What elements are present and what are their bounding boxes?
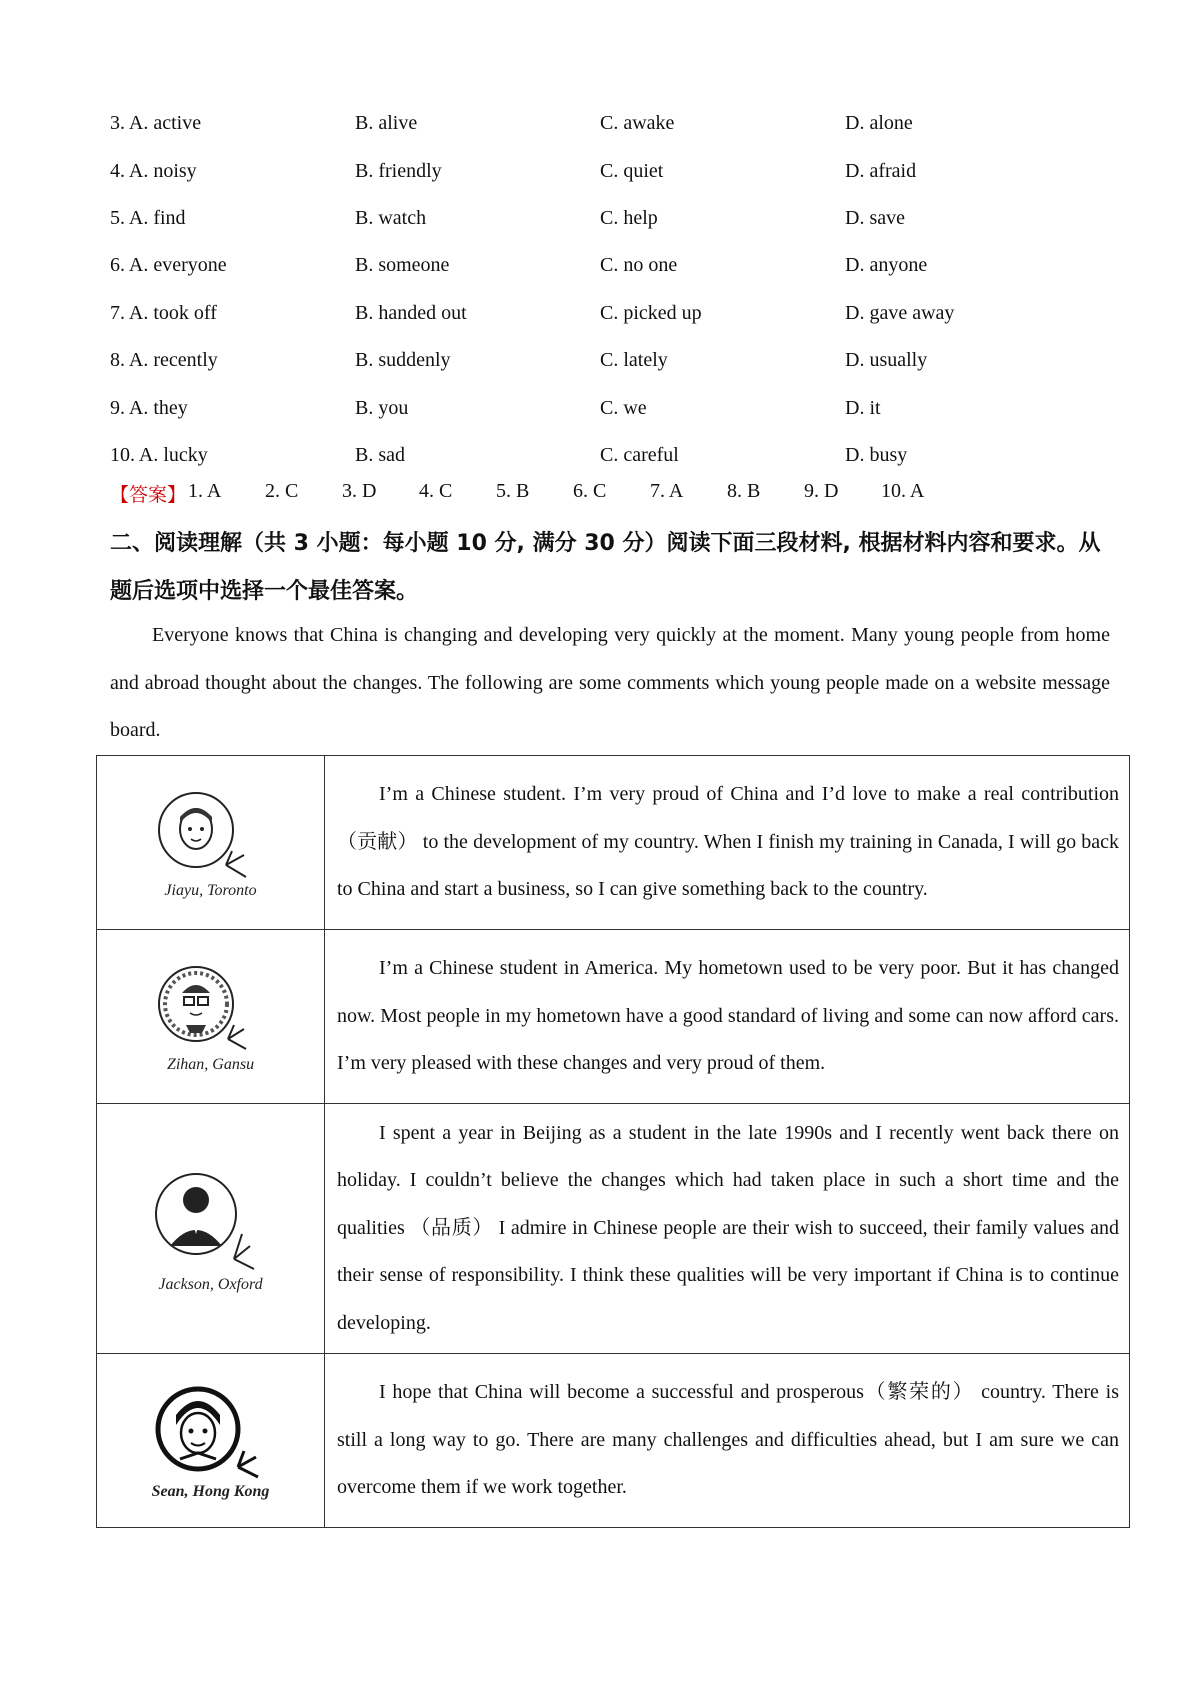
answer-item: 6. C bbox=[573, 480, 607, 502]
option-d: D. save bbox=[845, 206, 905, 229]
avatar-boy-glasses-icon bbox=[146, 959, 276, 1054]
option-c: C. no one bbox=[600, 254, 678, 277]
option-b: B. sad bbox=[355, 443, 405, 466]
option-c: C. careful bbox=[600, 443, 679, 466]
avatar bbox=[111, 1164, 311, 1294]
comment-text: I hope that China will become a successful and prosperous（繁荣的） country. There is still a long way to go. There are many challenges and difficulties ahead, but I am sure we can overcome them if we work together. bbox=[325, 1354, 1130, 1528]
comment-text: I’m a Chinese student in America. My hometown used to be very poor. But it has changed now. Most people in my hometown have a good standard of living and some can now afford cars. I’m very pleased with these changes and very proud of them. bbox=[325, 930, 1130, 1104]
comment-avatar-cell bbox=[97, 930, 325, 1104]
option-row bbox=[110, 242, 1110, 289]
option-b: B. watch bbox=[355, 206, 427, 229]
option-c: C. help bbox=[600, 206, 658, 229]
option-row bbox=[110, 100, 1110, 147]
option-d: D. gave away bbox=[845, 301, 955, 324]
option-a: 7. A. took off bbox=[110, 301, 217, 324]
avatar-caption: Zihan, Gansu bbox=[166, 1056, 255, 1073]
option-a: 3. A. active bbox=[110, 112, 202, 135]
comment-row bbox=[97, 1104, 1130, 1354]
comment-text: I spent a year in Beijing as a student in the late 1990s and I recently went back there on holiday. I couldn’t believe the changes which had taken place in such a short time and the qualities （品质） I admire in Chinese people are their wish to succeed, their family values and their sense of responsibility. I think these qualities will be very important if China is to continue developing. bbox=[325, 1104, 1130, 1354]
section-heading: 二、阅读理解（共 3 小题：每小题 10 分, 满分 30 分）阅读下面三段材料, 根据材料内容和要求。从题后选项中选择一个最佳答案。 bbox=[110, 531, 1101, 604]
answer-item: 4. C bbox=[419, 480, 453, 502]
answer-item: 8. B bbox=[727, 480, 761, 502]
option-c: C. we bbox=[600, 396, 647, 419]
answer-item: 1. A bbox=[188, 480, 222, 502]
answer-item: 2. C bbox=[265, 480, 299, 502]
option-b: B. suddenly bbox=[355, 349, 451, 372]
option-b: B. alive bbox=[355, 112, 418, 135]
option-row bbox=[110, 290, 1110, 337]
avatar-caption: Jackson, Oxford bbox=[158, 1275, 263, 1293]
option-c: C. awake bbox=[600, 112, 675, 135]
answer-item: 3. D bbox=[342, 480, 377, 502]
answer-item: 10. A bbox=[881, 480, 925, 502]
comment-avatar-cell bbox=[97, 756, 325, 930]
option-row bbox=[110, 432, 1110, 479]
option-d: D. anyone bbox=[845, 254, 928, 277]
option-a: 9. A. they bbox=[110, 396, 188, 419]
answer-item: 9. D bbox=[804, 480, 839, 502]
answer-label: 【答案】 bbox=[110, 484, 187, 506]
avatar-caption: Jiayu, Toronto bbox=[164, 882, 257, 899]
option-b: B. you bbox=[355, 396, 409, 419]
answer-item: 7. A bbox=[650, 480, 684, 502]
option-d: D. usually bbox=[845, 349, 928, 372]
option-a: 5. A. find bbox=[110, 206, 186, 229]
option-d: D. alone bbox=[845, 112, 913, 135]
option-d: D. busy bbox=[845, 443, 908, 466]
option-b: B. someone bbox=[355, 254, 450, 277]
comment-row bbox=[97, 930, 1130, 1104]
option-row bbox=[110, 384, 1110, 431]
comment-avatar-cell bbox=[97, 1354, 325, 1528]
intro-paragraph: Everyone knows that China is changing and developing very quickly at the moment. Many young people from home and abroad thought about the changes. The following are some comments which young people made on a website message board. bbox=[110, 624, 1110, 741]
avatar-girl-icon bbox=[146, 785, 276, 880]
answer-key bbox=[110, 480, 958, 507]
option-c: C. quiet bbox=[600, 159, 664, 182]
option-c: C. picked up bbox=[600, 301, 702, 324]
option-a: 6. A. everyone bbox=[110, 254, 227, 277]
answer-item: 5. B bbox=[496, 480, 530, 502]
option-a: 8. A. recently bbox=[110, 349, 218, 372]
avatar bbox=[111, 1381, 311, 1501]
option-a: 10. A. lucky bbox=[110, 443, 208, 466]
avatar-boy-icon bbox=[146, 1381, 276, 1481]
comment-avatar-cell bbox=[97, 1104, 325, 1354]
avatar bbox=[111, 959, 311, 1074]
comment-row bbox=[97, 1354, 1130, 1528]
option-row bbox=[110, 147, 1110, 194]
option-row bbox=[110, 195, 1110, 242]
option-d: D. afraid bbox=[845, 159, 917, 182]
option-c: C. lately bbox=[600, 349, 668, 372]
options-list bbox=[110, 100, 1110, 479]
message-board bbox=[96, 755, 1130, 1528]
option-a: 4. A. noisy bbox=[110, 159, 197, 182]
option-d: D. it bbox=[845, 396, 881, 419]
avatar-caption: Sean, Hong Kong bbox=[151, 1482, 270, 1500]
option-b: B. handed out bbox=[355, 301, 467, 324]
avatar bbox=[111, 785, 311, 900]
option-row bbox=[110, 337, 1110, 384]
comment-text: I’m a Chinese student. I’m very proud of China and I’d love to make a real contribution（贡献） to the development of my country. When I finish my training in Canada, I will go back to China and start a business, so I can give something back to the country. bbox=[325, 756, 1130, 930]
comment-row bbox=[97, 756, 1130, 930]
avatar-man-suit-icon bbox=[146, 1164, 276, 1274]
option-b: B. friendly bbox=[355, 159, 442, 182]
